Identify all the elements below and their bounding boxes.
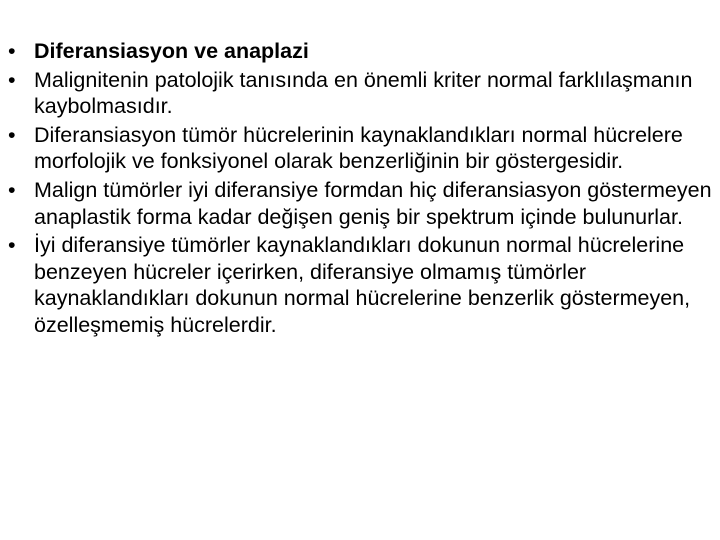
bullet-list [8,38,714,341]
bullet-icon: • [8,39,16,63]
bullet-text: Diferansiasyon ve anaplazi [34,39,309,63]
bullet-item [8,177,714,230]
bullet-icon: • [8,122,16,147]
bullet-icon: • [8,67,16,92]
bullet-item [8,122,714,175]
bullet-text: Diferansiasyon tümör hücrelerinin kaynaklandıkları normal hücrelere morfolojik ve fonksiyonel olarak benzerliğinin bir göstergesidir. [34,122,683,174]
bullet-text: Malign tümörler iyi diferansiye formdan hiç diferansiasyon göstermeyen anaplastik forma kadar değişen geniş bir spektrum içinde bulunurlar. [34,177,712,229]
bullet-icon: • [8,233,16,258]
bullet-text: Malignitenin patolojik tanısında en önemli kriter normal farklılaşmanın kaybolmasıdır. [34,67,693,119]
bullet-icon: • [8,177,16,202]
bullet-item [8,67,714,120]
bullet-item [8,232,714,338]
bullet-text: İyi diferansiye tümörler kaynaklandıkları dokunun normal hücrelerine benzeyen hücreler içerirken, diferansiye olmamış tümörler kaynaklandıkları dokunun normal hücrelerine benzerlik göstermeyen, özelleşmemiş hücrelerdir. [34,233,691,337]
bullet-item-title [8,38,714,65]
